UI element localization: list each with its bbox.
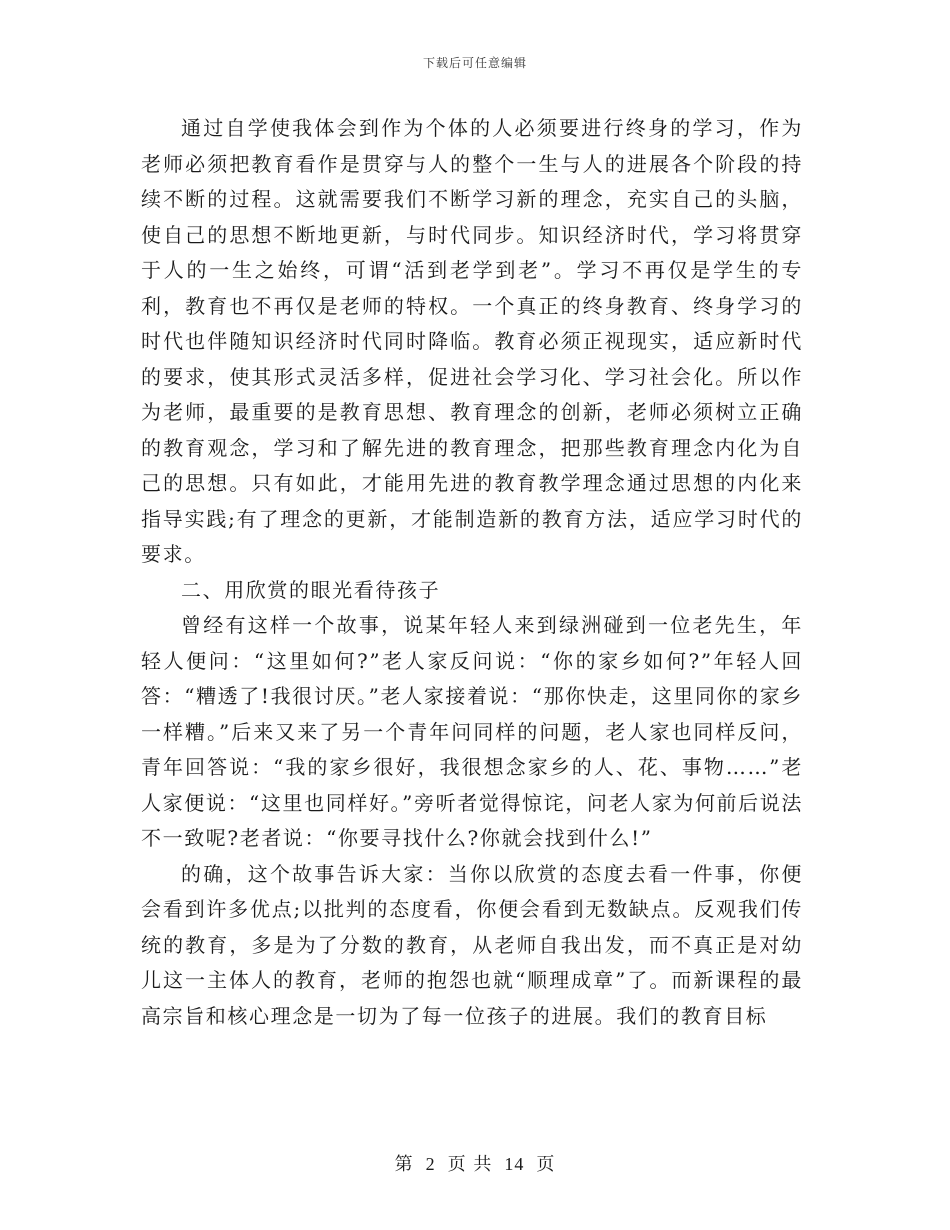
footer-middle: 页 共 <box>447 1154 493 1175</box>
paragraph-appreciation: 的确，这个故事告诉大家：当你以欣赏的态度去看一件事，你便会看到许多优点;以批判的态度看，你便会看到无数缺点。反观我们传统的教育，多是为了分数的教育，从老师自我出发，而不真正是对幼儿这一主体人的教育，老师的抱怨也就“顺理成章”了。而新课程的最高宗旨和核心理念是一切为了每一位孩子的进展。我们的教育目标 <box>141 861 803 1028</box>
paragraph-lifelong-learning: 通过自学使我体会到作为个体的人必须要进行终身的学习，作为老师必须把教育看作是贯穿与人的整个一生与人的进展各个阶段的持续不断的过程。这就需要我们不断学习新的理念，充实自己的头脑，使自己的思想不断地更新，与时代同步。知识经济时代，学习将贯穿于人的一生之始终，可谓“活到老学到老”。学习不再仅是学生的专利，教育也不再仅是老师的特权。一个真正的终身教育、终身学习的时代也伴随知识经济时代同时降临。教育必须正视现实，适应新时代的要求，使其形式灵活多样，促进社会学习化、学习社会化。所以作为老师，最重要的是教育思想、教育理念的创新，老师必须树立正确的教育观念，学习和了解先进的教育理念，把那些教育理念内化为自己的思想。只有如此，才能用先进的教育教学理念通过思想的内化来指导实践;有了理念的更新，才能制造新的教育方法，适应学习时代的要求。 <box>141 116 803 566</box>
total-page-count: 14 <box>504 1154 525 1174</box>
footer-suffix: 页 <box>536 1154 556 1175</box>
paragraph-oasis-story: 曾经有这样一个故事，说某年轻人来到绿洲碰到一位老先生，年轻人便问：“这里如何?”老人家反问说：“你的家乡如何?”年轻人回答：“糟透了!我很讨厌。”老人家接着说：“那你快走，这里同你的家乡一样糟。”后来又来了另一个青年问同样的问题，老人家也同样反问，青年回答说：“我的家乡很好，我很想念家乡的人、花、事物……”老人家便说：“这里也同样好。”旁听者觉得惊诧，问老人家为何前后说法不一致呢?老者说：“你要寻找什么?你就会找到什么!” <box>141 613 803 850</box>
section-heading: 二、用欣赏的眼光看待孩子 <box>181 577 441 602</box>
footer-prefix: 第 <box>394 1154 414 1175</box>
current-page-number: 2 <box>425 1154 436 1174</box>
page-footer <box>0 1150 950 1176</box>
document-body <box>141 111 803 1034</box>
page-header: 下载后可任意编辑 <box>422 56 527 70</box>
